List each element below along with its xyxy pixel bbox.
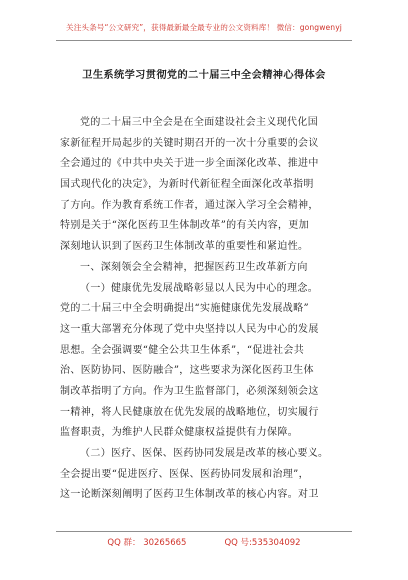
- subsection-heading: （一）健康优先发展战略彰显以人民为中心的理念。: [80, 282, 319, 294]
- footer-rule: [56, 531, 352, 532]
- qq-group-number: QQ 群： 30265665: [107, 538, 187, 548]
- subsection-heading: （二）医疗、医保、医药协同发展是改革的核心要义。: [80, 448, 329, 459]
- body-line: 全会提出要“促进医疗、医保、医药协同发展和治理”，: [60, 468, 309, 480]
- header-rule: [56, 40, 352, 41]
- body-line: 这一论断深刻阐明了医药卫生体制改革的核心内容。对卫: [60, 489, 319, 501]
- body-line: 特别是关于“深化医药卫生体制改革”的有关内容，更加: [60, 220, 309, 232]
- body-line: 党的二十届三中全会明确提出“实施健康优先发展战略”: [60, 303, 309, 315]
- body-line: 一精神，将人民健康放在优先发展的战略地位，切实履行: [60, 406, 319, 418]
- body-line: 国式现代化的决定》，为新时代新征程全面深化改革指明: [60, 179, 314, 191]
- body-line: 党的二十届三中全会是在全面建设社会主义现代化国: [80, 117, 319, 128]
- body-line: 制改革指明了方向。作为卫生监督部门，必须深刻领会这: [60, 385, 319, 397]
- body-line: 深刻地认识到了医药卫生体制改革的重要性和紧迫性。: [60, 241, 309, 253]
- footer-contact: [0, 536, 408, 548]
- body-line: 了方向。作为教育系统工作者，通过深入学习全会精神，: [60, 199, 319, 211]
- qq-account-number: QQ 号:535304092: [224, 538, 301, 548]
- body-line: 思想。全会强调要“健全公共卫生体系”，“促进社会共: [60, 344, 305, 356]
- promo-banner: 关注头条号“公文研究”，获得最新最全最专业的公文资料库！ 微信：gongwenyj: [66, 23, 342, 32]
- document-body: [60, 113, 356, 506]
- document-title: 卫生系统学习贯彻党的二十届三中全会精神心得体会: [82, 70, 326, 81]
- body-line: 治、医防协同、医防融合”，这些要求为深化医药卫生体: [60, 365, 314, 377]
- section-heading: 一、深刻领会全会精神，把握医药卫生改革新方向: [80, 261, 308, 273]
- body-line: 监督职责，为维护人民群众健康权益提供有力保障。: [60, 427, 299, 439]
- body-line: 这一重大部署充分体现了党中央坚持以人民为中心的发展: [60, 323, 319, 335]
- body-line: 家新征程开局起步的关键时期召开的一次十分重要的会议: [60, 137, 319, 149]
- body-line: 全会通过的《中共中央关于进一步全面深化改革、推进中: [60, 158, 319, 170]
